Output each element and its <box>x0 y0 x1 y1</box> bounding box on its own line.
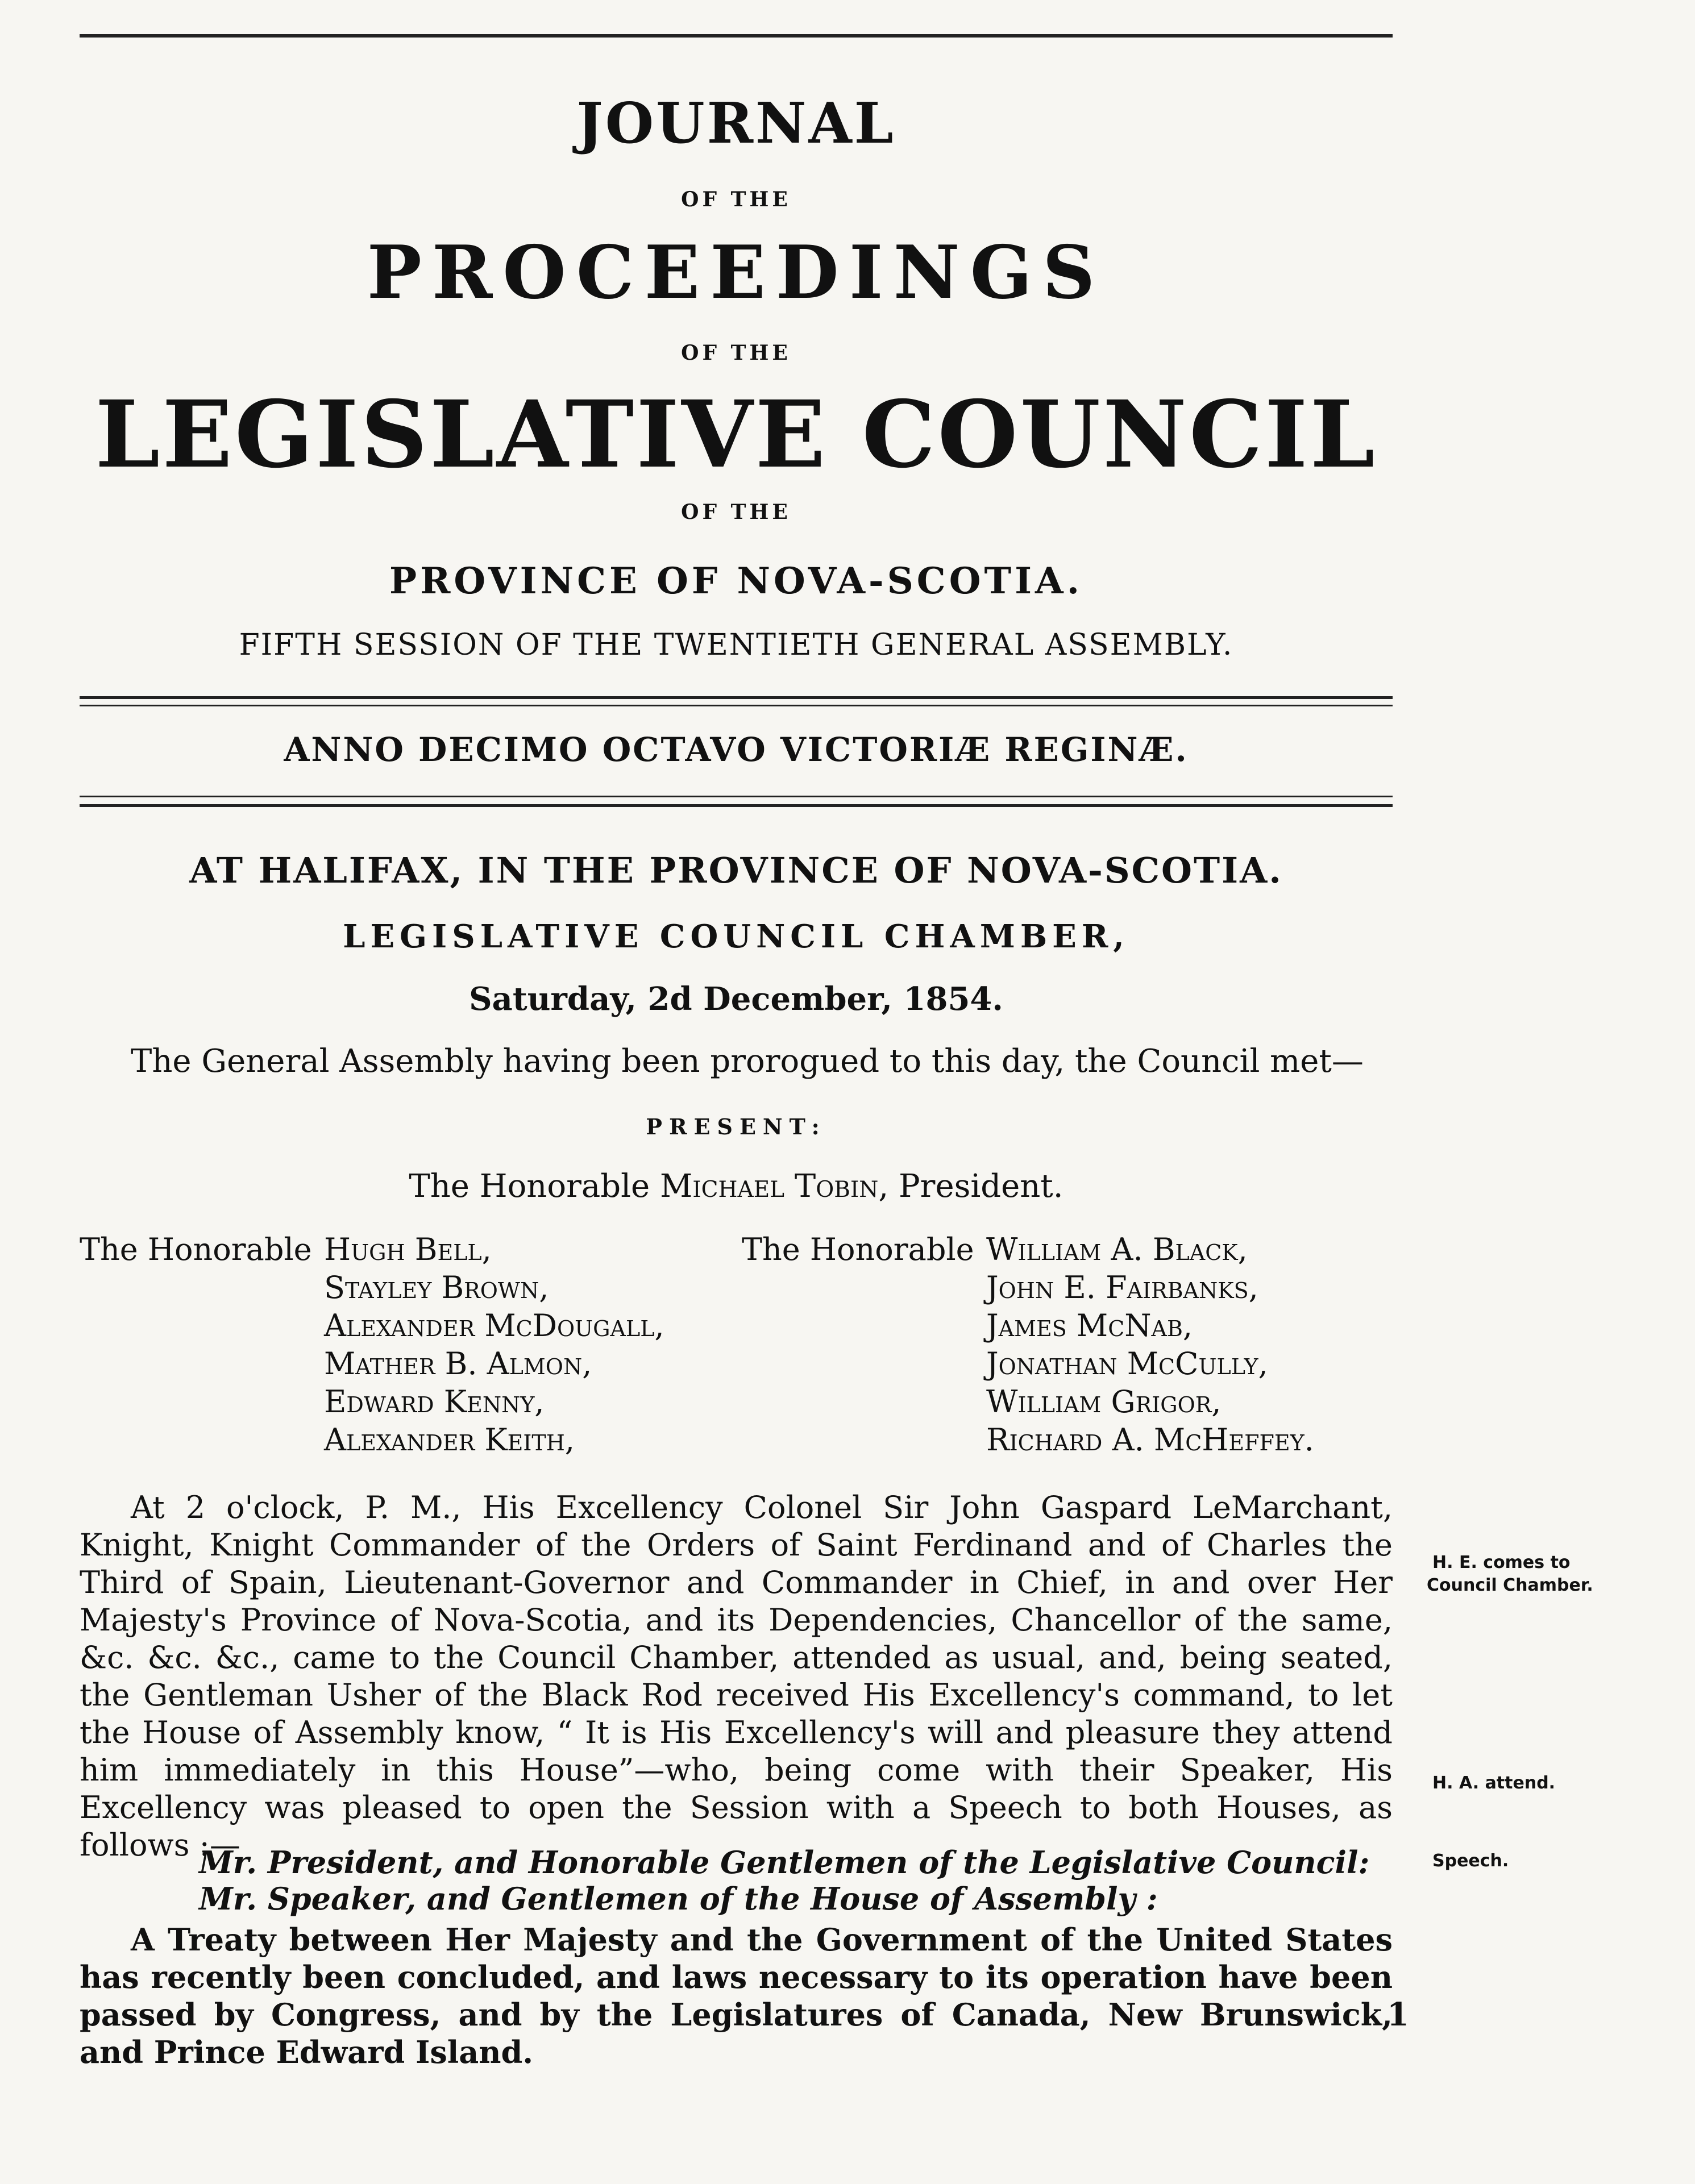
title-proceedings: PROCEEDINGS <box>367 230 1106 315</box>
margin-note-he-comes <box>1427 1551 1593 1597</box>
margin-note-speech: Speech. <box>1432 1851 1509 1871</box>
president-name: Michael Tobin <box>659 1168 879 1205</box>
divider-rule <box>80 705 1393 706</box>
member-name: Stayley Brown, <box>324 1270 549 1305</box>
member-name: John E. Fairbanks, <box>986 1270 1258 1305</box>
body-text: At 2 o'clock, P. M., His Excellency Colonel Sir John Gaspard LeMarchant, Knight, Knight Commander of the Orders of Saint Ferdinand and of Charles the Third of Spain, Lieutenant-Governor and Commander in Chief, in and over Her Majesty's Province of Nova-Scotia, and its Dependencies, Chancellor of the same, &c. &c. &c., came to the Council Chamber, attended as usual, and, being seated, the Gentleman Usher of the Black Rod received His Excellency's command, to let the House of Assembly know, “ It is His Excellency's will and pleasure they attend him immediately in this House”—who, being come with their Speaker, His Excellency was pleased to open the Session with a Speech to both Houses, as follows :— <box>80 1490 1393 1863</box>
top-rule <box>80 34 1393 38</box>
title-journal: JOURNAL <box>576 91 896 156</box>
anno-heading: ANNO DECIMO OCTAVO VICTORIÆ REGINÆ. <box>284 730 1189 769</box>
present-heading: PRESENT: <box>646 1114 826 1139</box>
title-of-the-2: OF THE <box>681 341 791 365</box>
members-left-list <box>324 1230 664 1459</box>
intro-text: The General Assembly having been prorogued to this day, the Council met— <box>131 1043 1364 1080</box>
member-name: Alexander Keith, <box>324 1422 575 1458</box>
page-number: 1 <box>1387 1996 1409 2033</box>
location-heading: AT HALIFAX, IN THE PROVINCE OF NOVA-SCOTIA. <box>189 850 1283 891</box>
member-name: James McNab, <box>986 1308 1193 1343</box>
treaty-paragraph <box>80 1921 1393 2071</box>
members-label: The Honorable <box>742 1232 974 1267</box>
chamber-heading: LEGISLATIVE COUNCIL CHAMBER, <box>343 918 1129 955</box>
member-name: William Grigor, <box>986 1384 1222 1420</box>
president-line <box>80 1168 1393 1205</box>
divider-rule <box>80 796 1393 797</box>
member-name: Alexander McDougall, <box>324 1308 664 1343</box>
member-name: Mather B. Almon, <box>324 1346 592 1382</box>
speech-address <box>199 1844 1369 1917</box>
title-session: FIFTH SESSION OF THE TWENTIETH GENERAL ASSEMBLY. <box>239 628 1233 662</box>
divider-rule <box>80 696 1393 699</box>
president-suffix: , President. <box>878 1168 1063 1205</box>
body-paragraph <box>80 1489 1393 1864</box>
member-name: Jonathan McCully, <box>986 1346 1268 1382</box>
margin-note-ha-attend: H. A. attend. <box>1432 1773 1556 1793</box>
members-label: The Honorable <box>80 1232 312 1267</box>
member-name: Edward Kenny, <box>324 1384 545 1420</box>
treaty-text: A Treaty between Her Majesty and the Government of the United States has recently been concluded, and laws necessary to its operation have been passed by Congress, and by the Legislatures of Canada, New Brunswick, and Prince Edward Island. <box>80 1921 1393 2070</box>
member-name: William A. Black, <box>986 1232 1248 1267</box>
divider-rule <box>80 804 1393 807</box>
date-heading: Saturday, 2d December, 1854. <box>469 980 1003 1018</box>
member-name: Richard A. McHeffey. <box>986 1422 1314 1458</box>
member-name: Hugh Bell, <box>324 1232 492 1267</box>
margin-note-line: Council Chamber. <box>1427 1575 1593 1595</box>
president-prefix: The Honorable <box>409 1168 660 1205</box>
title-of-the-1: OF THE <box>681 188 791 211</box>
members-right-list <box>986 1230 1314 1459</box>
title-of-the-3: OF THE <box>681 500 791 524</box>
title-province: PROVINCE OF NOVA-SCOTIA. <box>389 560 1083 602</box>
address-line-1: Mr. President, and Honorable Gentlemen of the Legislative Council: <box>199 1844 1370 1881</box>
title-legislative-council: LEGISLATIVE COUNCIL <box>95 381 1377 489</box>
address-line-2: Mr. Speaker, and Gentlemen of the House of Assembly : <box>199 1881 1158 1917</box>
margin-note-line: H. E. comes to <box>1432 1553 1571 1573</box>
